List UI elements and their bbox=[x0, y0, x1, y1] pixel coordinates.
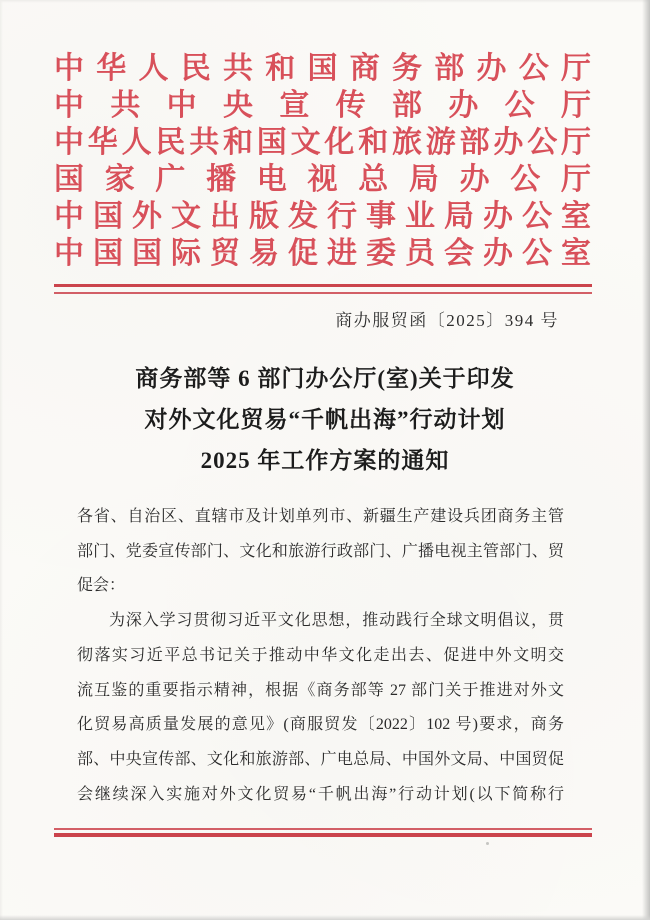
body-line: 流互鉴的重要指示精神，根据《商务部等 27 部门关于推进对外文 bbox=[77, 681, 564, 699]
title-line: 商务部等 6 部门办公厅(室)关于印发 bbox=[135, 366, 515, 391]
scan-edge-top bbox=[0, 0, 650, 3]
body-paragraph-recipients bbox=[77, 500, 564, 604]
letterhead-line: 中华人民共和国文化和旅游部办公厅 bbox=[54, 126, 591, 159]
header-separator-thick-rule bbox=[54, 284, 592, 287]
letterhead-line: 国家广播电视总局办公厅 bbox=[54, 163, 591, 196]
document-number: 商办服贸函〔2025〕394 号 bbox=[335, 311, 559, 330]
footer-separator-thick-rule bbox=[54, 833, 592, 837]
letterhead bbox=[54, 50, 591, 272]
body-paragraph-intro bbox=[77, 604, 564, 812]
title-line: 2025 年工作方案的通知 bbox=[200, 448, 450, 473]
letterhead-line: 中华人民共和国商务部办公厅 bbox=[54, 52, 591, 85]
letterhead-line: 中国国际贸易促进委员会办公室 bbox=[54, 237, 591, 270]
scan-edge-bottom bbox=[0, 915, 650, 920]
header-separator-thin-rule bbox=[54, 292, 592, 294]
body-line: 彻落实习近平总书记关于推动中华文化走出去、促进中外文明交 bbox=[77, 646, 564, 664]
scan-noise-speck bbox=[486, 842, 489, 845]
document-body bbox=[77, 500, 564, 812]
title-line: 对外文化贸易“千帆出海”行动计划 bbox=[144, 407, 506, 432]
body-line: 部、中央宣传部、文化和旅游部、广电总局、中国外文局、中国贸促 bbox=[77, 750, 564, 768]
body-line: 为深入学习贯彻习近平文化思想，推动践行全球文明倡议，贯 bbox=[109, 612, 564, 630]
footer-separator-thin-rule bbox=[54, 828, 592, 830]
body-line: 部门、党委宣传部门、文化和旅游行政部门、广播电视主管部门、贸 bbox=[77, 542, 564, 560]
body-line: 会继续深入实施对外文化贸易“千帆出海”行动计划(以下简称行 bbox=[77, 785, 564, 803]
body-line: 化贸易高质量发展的意见》(商服贸发〔2022〕102 号)要求，商务 bbox=[77, 716, 564, 734]
document-title bbox=[0, 358, 650, 481]
body-line: 促会： bbox=[77, 577, 126, 595]
body-line: 各省、自治区、直辖市及计划单列市、新疆生产建设兵团商务主管 bbox=[77, 508, 564, 525]
letterhead-line: 中国外文出版发行事业局办公室 bbox=[54, 200, 591, 233]
letterhead-line: 中共中央宣传部办公厅 bbox=[54, 89, 591, 122]
